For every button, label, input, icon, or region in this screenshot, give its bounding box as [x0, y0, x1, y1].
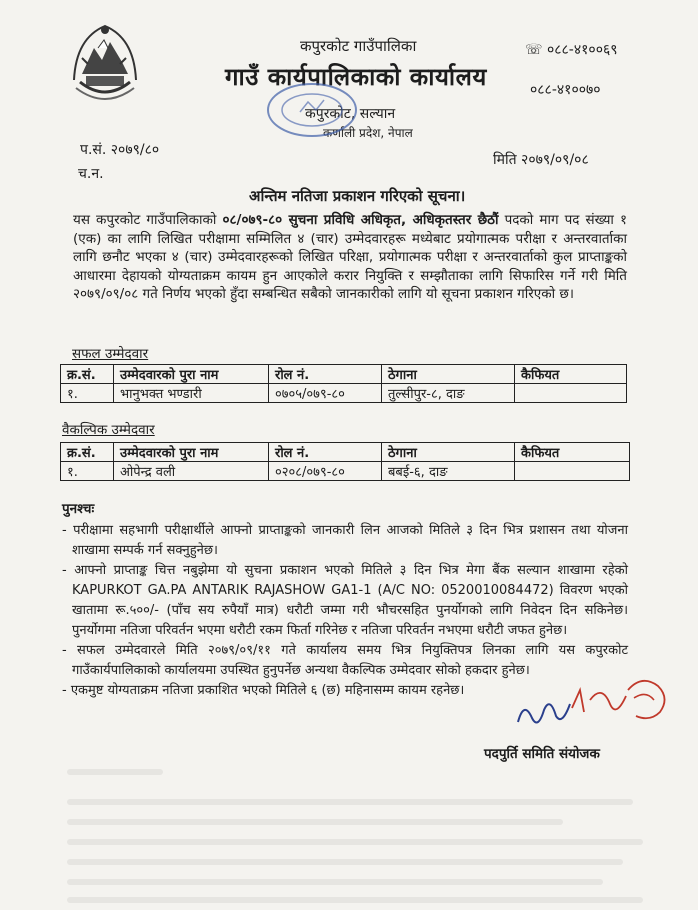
office-heading: गाउँ कार्यपालिकाको कार्यालय [225, 63, 487, 91]
table-cell: १. [61, 384, 114, 403]
postscript-note: - परीक्षामा सहभागी परीक्षार्थीले आफ्नो प्राप्ताङ्कको जानकारी लिन आजको मितिले ३ दिन भित्र प्रशासन तथा योजना शाखामा सम्पर्क गर्न सक्नुहुनेछ। [62, 523, 628, 558]
column-header: कैफियत [515, 365, 627, 384]
table-header-row [61, 365, 627, 384]
table-cell: ०७०५/०७९-८० [269, 384, 382, 403]
notice-date: मिति २०७९/०९/०८ [493, 152, 589, 168]
postscript-note: - आफ्नो प्राप्ताङ्क चित्त नबुझेमा यो सुचना प्रकाशन भएको मितिले ३ दिन भित्र मेगा बैंक सल्यान शाखामा रहेको KAPURKOT GA.PA ANTARIK RAJASHOW GA1-1 (A/C NO: 0520010084472) विवरण भएको खातामा रू.५००/- (पाँच सय रुपैयाँ मात्र) धरौटी जम्मा गरी भौचरसहित पुनर्योगको लागि निवेदन दिन सकिनेछ। पुनर्योगमा नतिजा परिवर्तन भएमा धरौटी रकम फिर्ता गरिनेछ र नतिजा परिवर्तन नभएमा धरौटी जफत हुनेछ। [62, 563, 628, 638]
dispatch-number: च.न. [78, 166, 104, 182]
notice-body [73, 211, 627, 304]
post-name: ०८/०७९-८० सुचना प्रविधि अधिकृत, अधिकृतस्तर छैठौं [222, 212, 499, 228]
table-header-row [61, 443, 630, 462]
column-header: रोल नं. [269, 443, 382, 462]
table-cell: १. [61, 462, 114, 481]
reverse-side-bleed-through [40, 760, 660, 905]
table-row [61, 462, 630, 481]
column-header: उम्मेदवारको पुरा नाम [114, 443, 269, 462]
fiscal-year: प.सं. २०७९/८० [80, 142, 160, 158]
table-cell: ओपेन्द्र वली [114, 462, 269, 481]
table-row [61, 384, 627, 403]
phone-number-1: ☏ ०८८-४१००६९ [525, 42, 618, 58]
handwritten-signature [510, 660, 680, 740]
postscript-note: - सफल उम्मेदवारले मिति २०७९/०९/११ गते कार्यालय समय भित्र नियुक्तिपत्र लिनका लागि यस कपुरकोट गाउँकार्यपालिकाको कार्यालयमा उपस्थित हुनुपर्नेछ अन्यथा वैकल्पिक उम्मेदवार सोको हकदार हुनेछ। [62, 643, 628, 678]
office-seal-stamp [264, 80, 360, 140]
postscript-label: पुनश्चः [62, 501, 95, 517]
column-header: कैफियत [515, 443, 630, 462]
successful-candidate-table [60, 364, 627, 403]
table-cell [515, 462, 630, 481]
column-header: ठेगाना [382, 365, 515, 384]
office-address: कपुरकोट, सल्यान [305, 106, 396, 122]
nepal-emblem-icon [68, 18, 142, 110]
column-header: क्र.सं. [61, 365, 114, 384]
column-header: ठेगाना [382, 443, 515, 462]
column-header: क्र.सं. [61, 443, 114, 462]
table-cell: भानुभक्त भण्डारी [114, 384, 269, 403]
table-cell: तुल्सीपुर-८, दाङ [382, 384, 515, 403]
alternate-candidate-table [60, 442, 630, 481]
column-header: रोल नं. [269, 365, 382, 384]
postscript-note: - एकमुष्ट योग्यताक्रम नतिजा प्रकाशित भएको मितिले ६ (छ) महिनासम्म कायम रहनेछ। [62, 683, 465, 698]
notice-title: अन्तिम नतिजा प्रकाशन गरिएको सूचना। [249, 187, 466, 205]
successful-candidate-label: सफल उम्मेदवार [72, 346, 149, 362]
column-header: उम्मेदवारको पुरा नाम [114, 365, 269, 384]
table-cell: बबई-६, दाङ [382, 462, 515, 481]
phone-number-2: ०८८-४१००७० [530, 82, 601, 98]
table-cell: ०२०८/०७९-८० [269, 462, 382, 481]
alternate-candidate-label: वैकल्पिक उम्मेदवार [62, 422, 155, 438]
table-cell [515, 384, 627, 403]
signatory-title: पदपुर्ति समिति संयोजक [484, 746, 600, 762]
notice-body-start: यस कपुरकोट गाउँपालिकाको [73, 212, 223, 228]
notice-body-rest: पदको माग पद संख्या १ (एक) का लागि लिखित परीक्षामा सम्मिलित ४ (चार) उम्मेदवारहरू मध्येबाट प्रयोगात्मक परीक्षा र अन्तरवार्ताका लागि छनौट भएका ४ (चार) उम्मेदवारहरूको लिखित परिक्षा, प्रयोगात्मक परीक्षा र अन्तरवार्ताको कुल प्राप्ताङ्कको आधारमा देहायको योग्यताक्रम कायम हुन आएकोले करार नियुक्ति र सम्झौताका लागि सिफारिस गर्ने गरी मिति २०७९/०९/०८ गते निर्णय भएको हुँदा सम्बन्धित सबैको जानकारीको लागि यो सूचना प्रकाशन गरिएको छ। [73, 212, 627, 302]
office-province: कर्णाली प्रदेश, नेपाल [323, 126, 413, 140]
municipality-name: कपुरकोट गाउँपालिका [300, 37, 417, 55]
